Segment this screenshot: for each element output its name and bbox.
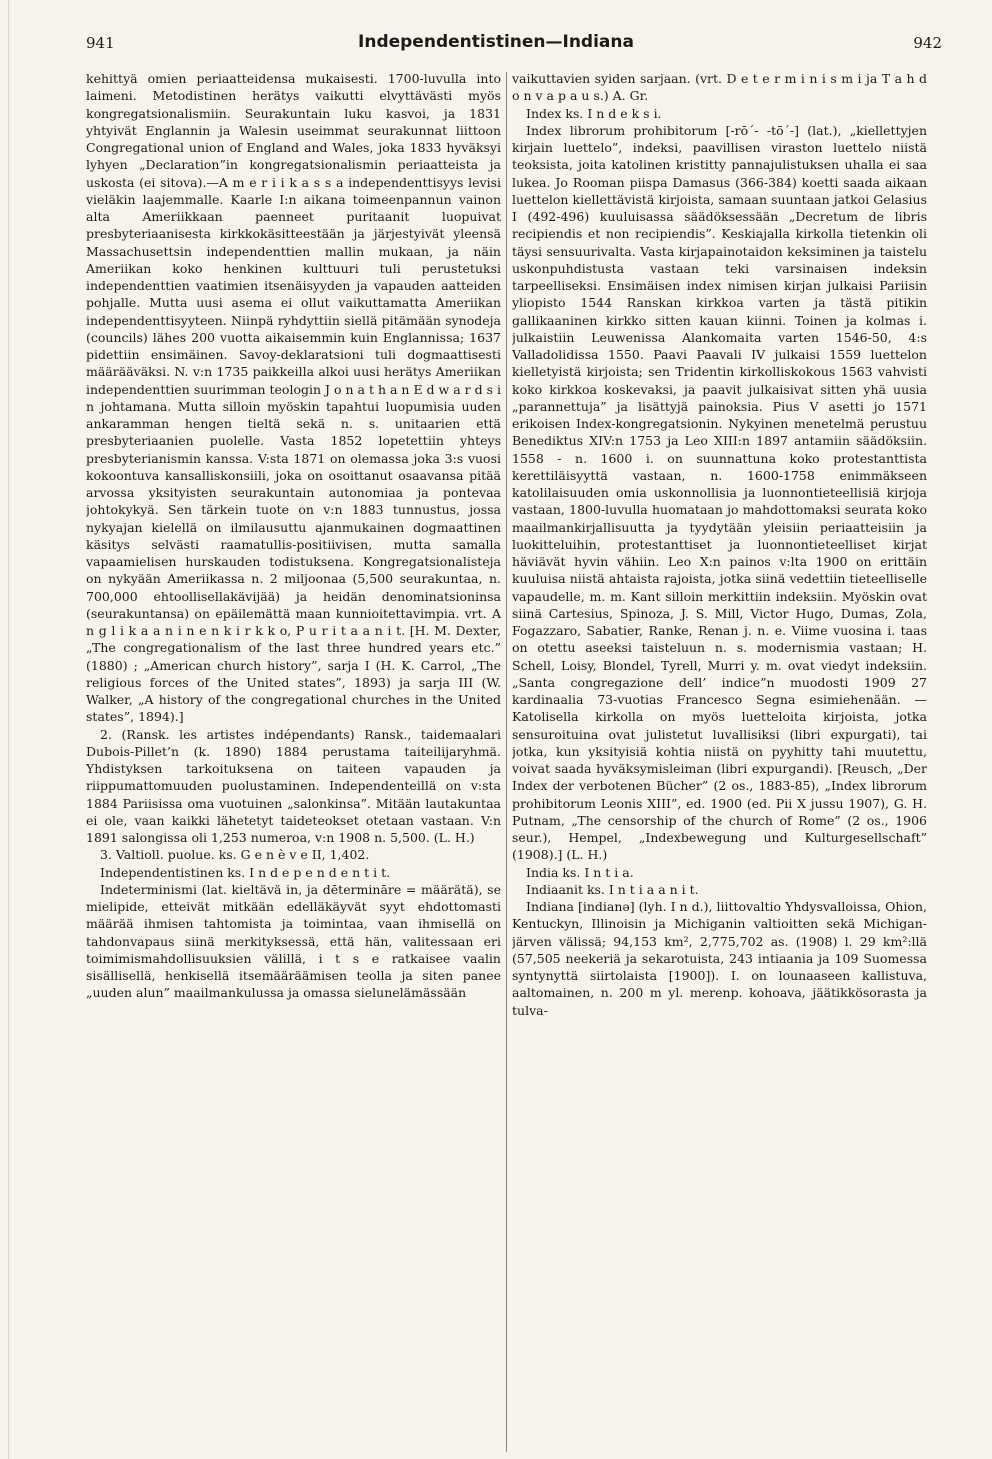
paragraph: 2. (Ransk. les artistes indépendants) Ransk., taidemaalari Dubois-Pillet’n (k. 1890) 1884 perustama taiteilijaryhmä. Yhdistyksen tarkoituksena on taiteen vapauden ja riippumattomuuden puolustaminen. Independenteillä on v:sta 1884 Pariisissa oma vuotuinen „salonkinsa”. Mitään lautakuntaa ei ole, vaan kaikki lähetetyt taideteokset otetaan vastaan. V:n 1891 salongissa oli 1,253 numeroa, v:n 1908 n. 5,500. (L. H.) xyxy=(86,726,501,845)
paragraph: kehittyä omien periaatteidensa mukaisesti. 1700-luvulla into laimeni. Metodistinen herätys vaikutti elvyttävästi myös kongregatsionalismiin. Seurakuntain luku kasvoi, ja 1831 yhtyivät Englannin ja Walesin useimmat seurakunnat liittoon Congregational union of England and Wales, joka 1833 hyväksyi lyhyen „Declaration”in kongregatsionalismin periaatteista ja uskosta (ei sitova).—A m e r i i k a s s a independenttisyys levisi vieläkin laajemmalle. Kaarle I:n aikana toimeenpannun vainon alta Ameriikkaan paenneet puritaanit luopuivat presbyteriaanisesta kirkkokäsitteestään ja järjestyivät yleensä Massachusettsin independenttien mallin mukaan, ja näin Ameriikan koko henkinen kulttuuri tuli perustetuksi independenttien vaatimien itsenäisyyden ja vapauden aatteiden pohjalle. Mutta uusi asema ei ollut vaikuttamatta Ameriikan independenttisyyteen. Niinpä ryhdyttiin siellä pitämään synodeja (councils) lähes 200 vuotta aikaisemmin kuin Englannissa; 1637 pidettiin ensimäinen. Savoy-deklaratsioni tuli dogmaattisesti määrääväksi. N. v:n 1735 paikkeilla alkoi uusi herätys Ameriikan independenttien suurimman teologin J o n a t h a n E d w a r d s i n johtamana. Mutta silloin myöskin tapahtui luopumisia uuden ankaramman hengen tieltä sekä n. s. unitaarien että presbyteriaanien puolelle. Vasta 1852 lopetettiin yhteys presbyterianismin kanssa. V:sta 1871 on olemassa joka 3:s vuosi kokoontuva kansalliskonsiili, joka on osoittanut osaavansa pitää arvossa yksityisten seurakuntain autonomiaa ja pontevaa johtokykyä. Sen tärkein tuote on v:n 1883 tunnustus, jossa nykyajan kielellä on ilmilausuttu ajanmukainen dogmaattinen käsitys selvästi raamatullis-positiivisen, mutta samalla vapaamielisen hurskauden todistuksena. Kongregatsionalisteja on nykyään Ameriikassa n. 2 miljoonaa (5,500 seurakuntaa, n. 700,000 ehtoollisellakävijää) ja heidän denominatsioninsa (seurakuntansa) on epäilemättä maan kunnioitettavimpia. vrt. A n g l i k a a n i n e n k i r k k o, P u r i t a a n i t. [H. M. Dexter, „The congregationalism of the last three hundred years etc.” (1880) ; „American church history”, sarja I (H. K. Carrol, „The religious forces of the United states”, 1893) ja sarja III (W. Walker, „A history of the congregational churches in the United states”, 1894).] xyxy=(86,71,501,725)
entry-indiana: Indiana [indianə] (lyh. I n d.), liittovaltio Yhdysvalloissa, Ohion, Kentuckyn, Illinoisin ja Michiganin valtioitten sekä Michigan-järven välissä; 94,153 km², 2,775,702 as. (1908) l. 29 km²:llä (57,505 neekeriä ja sekarotuista, 243 intiaania ja 109 Suomessa syntynyttä siirtolaista [1900]). I. on lounaaseen kallistuva, aaltomainen, n. 200 m yl. merenp. kohoava, jäätikkösorasta ja tulva- xyxy=(512,899,927,1018)
binding-edge xyxy=(8,0,9,1459)
right-column xyxy=(512,70,927,1450)
entry-india: India ks. I n t i a. xyxy=(526,864,634,880)
column-divider xyxy=(506,72,507,1452)
entry-indiaanit: Indiaanit ks. I n t i a a n i t. xyxy=(526,881,699,897)
paragraph: vaikuttavien syiden sarjaan. (vrt. D e t e r m i n i s m i ja T a h d o n v a p a u s.) A. Gr. xyxy=(512,71,927,104)
entry-index: Index ks. I n d e k s i. xyxy=(526,105,662,121)
paragraph: 3. Valtioll. puolue. ks. G e n è v e II, 1,402. xyxy=(100,847,370,863)
entry-independentistinen: Independentistinen ks. I n d e p e n d e n t i t. xyxy=(100,864,391,880)
running-head: Independentistinen—Indiana xyxy=(358,32,634,52)
entry-index-librorum: Index librorum prohibitorum [-rō´- -tō´-] (lat.), „kiellettyjen kirjain luettelo”, indeksi, paavillisen viraston luettelo niistä teoksista, joita katolinen kristitty pannajulistuksen uhalla ei saa lukea. Jo Rooman piispa Damasus (366-384) koetti saada aikaan luettelon kiellettävistä kirjoista, samaan suuntaan jatkoi Gelasius I (492-496) kuuluisassa säädöksessään „Decretum de libris recipiendis et non recipiendis”. Keskiajalla kirkolla tietenkin oli täysi sensuurivalta. Vasta kirjapainotaidon keksiminen ja taistelu uskonpuhdistusta vastaan teki varsinaisen indeksin tarpeelliseksi. Ensimäisen index nimisen kirjan julkaisi Pariisin yliopisto 1544 Ranskan kirkkoa varten ja tästä pitikin gallikaaninen kirkko sitten kauan kiinni. Toinen ja kolmas i. julkaistiin Leuwenissa Alankomaita varten 1546-50, 4:s Valladolidissa 1550. Paavi Paavali IV julkaisi 1559 luettelon kielletyistä kirjoista; sen Tridentin kirkolliskokous 1563 vahvisti koko kirkkoa koskevaksi, ja paavit julkaisivat sitten yhä uusia „parannettuja” ja lisättyjä painoksia. Pius V asetti jo 1571 erikoisen Index-kongregatsionin. Nykyinen menetelmä perustuu Benediktus XIV:n 1753 ja Leo XIII:n 1897 antamiin säädöksiin. 1558 - n. 1600 i. on suunnattuna koko protestanttista kerettiläisyyttä vastaan, n. 1600-1758 enimmäkseen katolilaisuuden omia uskonnollisia ja luonnontieteellisiä kirjoja vastaan, 1800-luvulla huomataan jo mahdottomaksi seurata koko maailmankirjallisuutta ja tyydytään yleisiin periaatteisiin ja luokitteluihin, protestanttiset ja luonnontieteelliset kirjat häviävät hyvin vähiin. Leo X:n painos v:lta 1900 on erittäin kuuluisa niistä ahtaista rajoista, jotka siinä vedettiin tieteelliselle vapaudelle, m. m. Kant silloin merkittiin indeksiin. Myöskin ovat siinä Cartesius, Spinoza, J. S. Mill, Victor Hugo, Dumas, Zola, Fogazzaro, Sabatier, Ranke, Renan j. n. e. Viime vuosina i. taas on otettu aseeksi taisteluun n. s. modernismia vastaan; H. Schell, Loisy, Blondel, Tyrell, Murri y. m. ovat viedyt indeksiin. „Santa congregazione dell’ indice”n muodosti 1909 27 kardinaalia 73-vuotias Francesco Segna esimiehenään. — Katolisella kirkolla on myös luetteloita kirjoista, jotka sensuroituina ovat julistetut luvallisiksi (libri expurgati), tai jotka, kun yksityisiä kohtia niistä on pyyhitty tahi muutettu, voivat saada hyväksymisleiman (libri expurgandi). [Reusch, „Der Index der verbotenen Bücher” (2 os., 1883-85), „Index librorum prohibitorum Leonis XIII”, ed. 1900 (ed. Pii X jussu 1907), G. H. Putnam, „The censorship of the church of Rome” (2 os., 1906 seur.), Hempel, „Indexbewegung und Kulturgesellschaft” (1908).] (L. H.) xyxy=(512,122,927,863)
entry-indeterminismi: Indeterminismi (lat. kieltävä in, ja dētermināre = määrätä), se mielipide, etteivät mitkään edelläkäyvät syyt ehdottomasti määrää ihmisen tahtomista ja toimintaa, vaan ihmisellä on tahdonvapaus siinä merkityksessä, että hän, valitessaan eri toimimismahdollisuuksien välillä, i t s e ratkaisee vaalin sisällisellä, henkisellä itsemääräämisen teolla ja siten panee „uuden alun” maailmankulussa ja omassa sielunelämässään xyxy=(86,881,501,1001)
page-number-left: 941 xyxy=(86,34,115,52)
left-column xyxy=(86,70,501,1450)
page-number-right: 942 xyxy=(913,34,942,52)
